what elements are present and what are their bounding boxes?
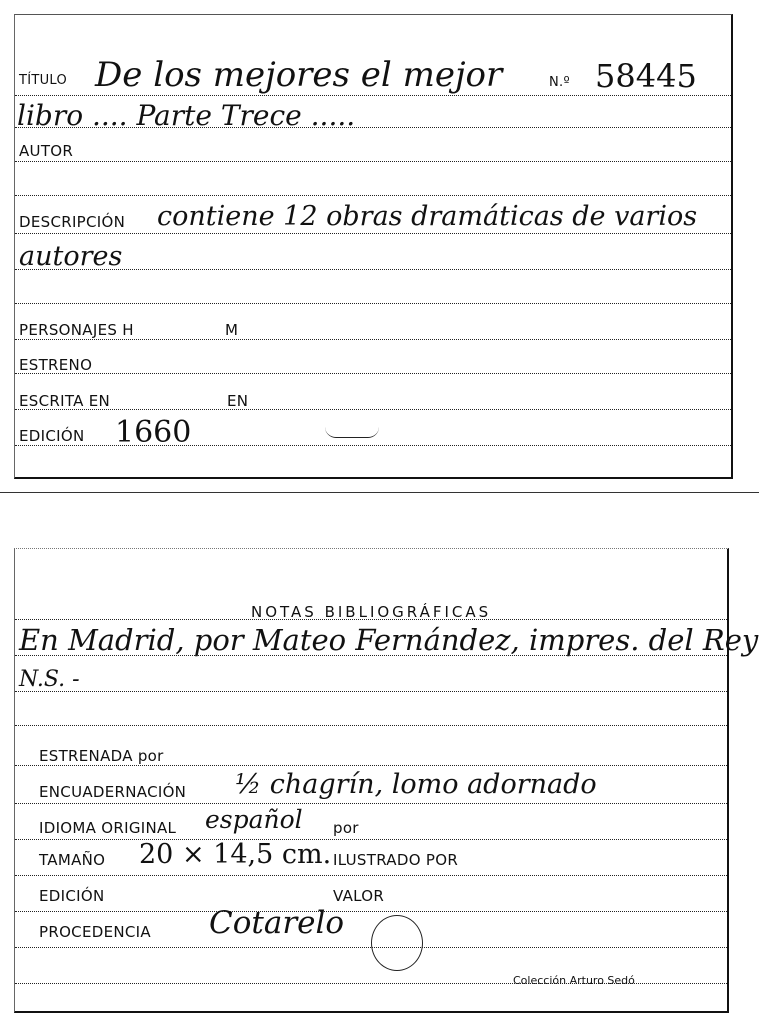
encuadernacion-handwritten: ½ chagrín, lomo adornado <box>235 769 597 800</box>
tamano-handwritten: 20 × 14,5 cm. <box>139 839 332 870</box>
personajes-m-label: M <box>225 321 239 339</box>
rule-line <box>15 95 731 96</box>
personajes-label: PERSONAJES H <box>19 321 134 339</box>
rule-line <box>15 765 727 766</box>
idioma-label: IDIOMA ORIGINAL <box>39 819 177 837</box>
idioma-handwritten: español <box>205 805 303 834</box>
autor-label: AUTOR <box>19 142 74 160</box>
notas-handwritten: En Madrid, por Mateo Fernández, impres. del Rey <box>19 623 759 657</box>
procedencia-handwritten: Cotarelo <box>209 905 345 941</box>
descripcion-continuation: autores <box>19 241 123 272</box>
titulo-label: TÍTULO <box>19 73 68 88</box>
rule-line <box>15 233 731 234</box>
notas-continuation: N.S. - <box>19 667 80 692</box>
descripcion-handwritten: contiene 12 obras dramáticas de varios <box>157 201 698 232</box>
rule-line <box>15 373 731 374</box>
rule-line <box>15 303 731 304</box>
escrita-label: ESCRITA EN <box>19 392 111 410</box>
ink-stamp-mark <box>371 915 423 971</box>
procedencia-label: PROCEDENCIA <box>39 923 151 941</box>
catalog-card-bottom <box>14 548 759 1013</box>
tamano-label: TAMAÑO <box>39 851 106 869</box>
notas-title: NOTAS BIBLIOGRÁFICAS <box>251 603 492 621</box>
coleccion-footer: Colección Arturo Sedó <box>513 974 635 987</box>
estreno-label: ESTRENO <box>19 356 93 374</box>
rule-line <box>15 803 727 804</box>
valor-label: VALOR <box>333 887 385 905</box>
catalog-card-top <box>14 14 733 479</box>
numero-label: N.º <box>549 75 570 90</box>
descripcion-label: DESCRIPCIÓN <box>19 213 126 231</box>
edicion-label: EDICIÓN <box>19 427 85 445</box>
rule-line <box>15 725 727 726</box>
rule-line <box>15 339 731 340</box>
rule-line <box>15 691 727 692</box>
rule-line <box>15 269 731 270</box>
idioma-por-label: por <box>333 819 359 837</box>
estrenada-label: ESTRENADA por <box>39 747 164 765</box>
escrita-en-label: EN <box>227 392 249 410</box>
encuadernacion-label: ENCUADERNACIÓN <box>39 783 187 801</box>
ilustrado-label: ILUSTRADO POR <box>333 851 459 869</box>
rule-line <box>15 839 727 840</box>
edicion-label-2: EDICIÓN <box>39 887 105 905</box>
titulo-handwritten: De los mejores el mejor <box>95 55 503 95</box>
edicion-handwritten: 1660 <box>115 415 192 450</box>
titulo-continuation: libro .... Parte Trece ..... <box>17 99 356 132</box>
numero-handwritten: 58445 <box>595 57 697 95</box>
card-separator <box>0 492 759 493</box>
rule-line <box>15 409 731 410</box>
rule-line <box>15 911 727 912</box>
rule-line <box>15 875 727 876</box>
rule-line <box>15 195 731 196</box>
scratch-mark <box>325 427 379 438</box>
rule-line <box>15 161 731 162</box>
